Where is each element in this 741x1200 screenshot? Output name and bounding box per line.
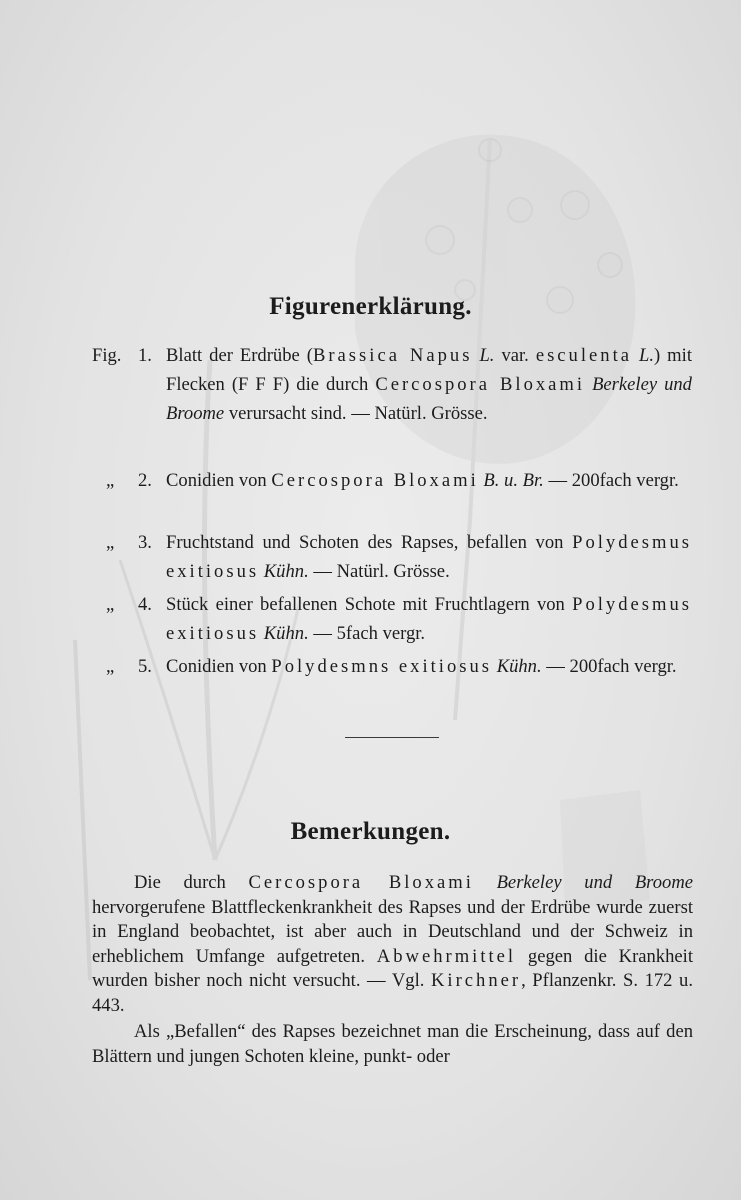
figure-label: „ [106,470,115,491]
text-run: — Natürl. Grösse. [308,561,450,582]
figure-label: „ [106,656,115,677]
figure-number: 4. [138,594,152,615]
figure-description [166,528,692,586]
text-run: esculenta [535,345,632,366]
text-run [474,872,497,893]
text-run: Conidien von [166,470,272,491]
figure-number: 3. [138,532,152,553]
heading-bemerkungen: Bemerkungen. [290,818,451,845]
text-run: Polydesmns exitiosus [271,656,493,677]
text-run: gegen die Krankheit wurden bisher noch nicht versucht. — Vgl. [92,945,693,991]
text-run: var. [494,345,536,366]
text-run [632,345,639,366]
figure-caption-2 [92,466,692,495]
text-run: B. u. Br. [483,470,544,491]
heading-figurenerklaerung: Figurenerklärung. [269,293,472,320]
remarks-paragraph-1 [92,871,693,1018]
text-run: Conidien von [166,656,272,677]
text-run: hervorgerufene Blattfleckenkrankheit des Rapses und der Erdrübe wurde zuerst in England beobachtet, ist aber auch in Deutschland und der Schweiz in erheblichem Umfange aufgetreten. [92,896,693,967]
text-run: Blatt der Erdrübe ( [166,345,313,366]
figure-caption-5 [92,652,692,681]
figure-label: „ [106,532,115,553]
figure-number: 2. [138,470,152,491]
text-run [585,374,592,395]
text-run: verursacht sind. — Natürl. Grösse. [224,403,488,424]
text-run: Abwehrmittel [376,945,517,967]
text-run: Kühn. [263,623,309,644]
figure-number: 5. [138,656,152,677]
figure-caption-4 [92,590,692,648]
section-divider [345,737,439,738]
figure-description [166,652,692,681]
figure-caption-3 [92,528,692,586]
text-run: Stück einer befallenen Schote mit Fruchtlagern von [166,594,573,615]
text-run: Cercospora Bloxami [248,872,474,893]
text-run: Polydesmus exitiosus [166,532,692,582]
figure-description [166,341,692,428]
text-run: Polydesmus exitiosus [166,594,692,644]
text-run: , Pflanzenkr. S. 172 u. 443. [92,970,693,1016]
text-run: — 200fach vergr. [541,656,677,677]
figure-label: „ [106,594,115,615]
figure-description [166,590,692,648]
text-run: Berkeley und Broome [166,374,692,424]
text-run: ) mit Flecken (F F F) die durch [166,345,692,395]
text-run: Die durch [134,872,249,893]
figure-label: Fig. [92,345,122,366]
figure-caption-1 [92,341,692,428]
figure-description [166,466,692,495]
figure-number: 1. [138,345,152,366]
text-run: — 5fach vergr. [308,623,426,644]
text-run: Brassica Napus [312,345,473,366]
text-run: Fruchtstand und Schoten des Rapses, befallen von [166,532,573,553]
text-run: L. [479,345,495,366]
text-run: L. [639,345,654,366]
text-run: Kühn. [263,561,309,582]
text-run: Cercospora Bloxami [271,470,479,491]
text-run: Kirchner [430,970,522,991]
text-run: Berkeley und Broome [496,872,693,893]
text-run: Cercospora Bloxami [375,374,586,395]
text-run: Kühn. [496,656,542,677]
text-run: — 200fach vergr. [543,470,679,491]
text-run: Als „Befallen“ des Rapses bezeichnet man die Erscheinung, dass auf den Blättern und jungen Schoten kleine, punkt- oder [92,1021,693,1067]
remarks-paragraph-2 [92,1020,693,1069]
